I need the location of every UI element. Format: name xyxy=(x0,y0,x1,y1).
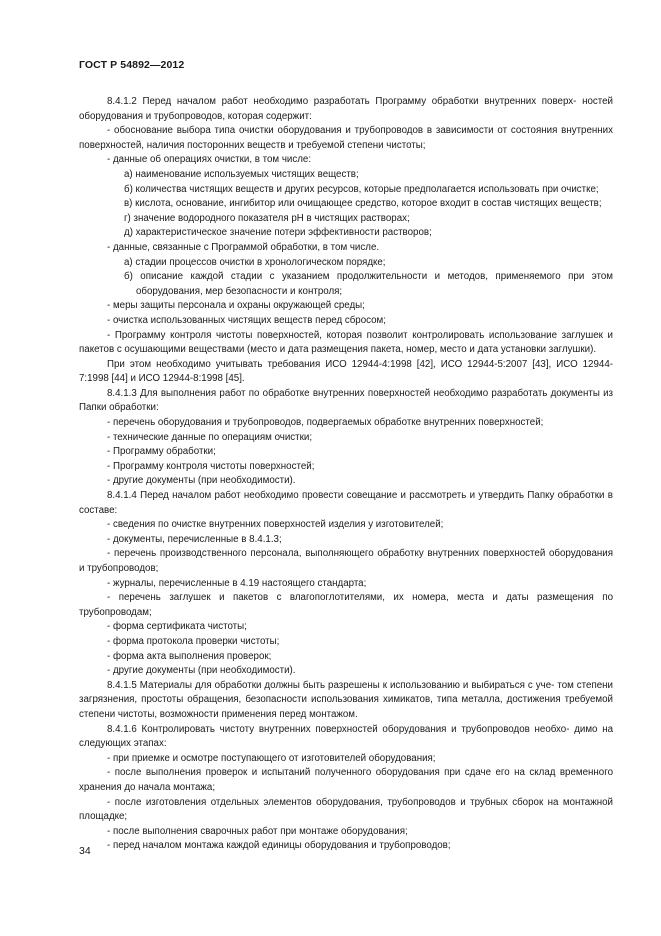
list-item: - форма сертификата чистоты; xyxy=(107,621,247,633)
list-item: - Программу контроля чистоты поверхностей; xyxy=(107,460,315,472)
list-item: - перечень оборудования и трубопроводов, подвергаемых обработке внутренних поверхностей; xyxy=(107,417,544,429)
paragraph: 8.4.1.6 Контролировать чистоту внутренних поверхностей оборудования и трубопроводов необхо- димо на следующих этапах: xyxy=(79,723,613,750)
list-item: - Программу обработки; xyxy=(107,446,216,458)
sub-list-item: д) характеристическое значение потери эффективности растворов; xyxy=(124,227,432,239)
document-body xyxy=(79,95,613,854)
list-item: - перед началом монтажа каждой единицы оборудования и трубопроводов; xyxy=(107,840,451,852)
list-item: - перечень производственного персонала, выполняющего обработку внутренних поверхностей оборудования и трубопроводов; xyxy=(79,548,613,574)
list-item: - данные, связанные с Программой обработки, в том числе. xyxy=(107,241,380,253)
list-item: - очистка использованных чистящих веществ перед сбросом; xyxy=(107,314,386,326)
paragraph: 8.4.1.2 Перед началом работ необходимо разработать Программу обработки внутренних поверх- ностей оборудования и трубопроводов, которая содержит: xyxy=(79,96,613,122)
list-item: - журналы, перечисленные в 4.19 настоящего стандарта; xyxy=(107,577,367,589)
list-item: - данные об операциях очистки, в том числе: xyxy=(107,154,312,166)
sub-list-item: г) значение водородного показателя рН в чистящих растворах; xyxy=(124,212,410,224)
sub-list-item: б) описание каждой стадии с указанием продолжительности и методов, применяемого при этом оборудования, мер безопасности и контроля; xyxy=(124,271,613,297)
list-item: - при приемке и осмотре поступающего от изготовителей оборудования; xyxy=(107,752,436,764)
list-item: - Программу контроля чистоты поверхностей, которая позволит контролировать использование заглушек и пакетов с осушающими веществами (место и дата размещения пакета, номер, место и дата установки заглушки). xyxy=(79,329,613,356)
sub-list-item: а) стадии процессов очистки в хронологическом порядке; xyxy=(124,256,386,268)
list-item: - технические данные по операциям очистки; xyxy=(107,431,313,443)
list-item: - меры защиты персонала и охраны окружающей среды; xyxy=(107,300,365,312)
list-item: - форма протокола проверки чистоты; xyxy=(107,635,280,647)
list-item: - обоснование выбора типа очистки оборудования и трубопроводов в зависимости от состояния внутренних поверхностей, наличия посторонних веществ и требуемой степени чистоты; xyxy=(79,125,613,151)
list-item: - другие документы (при необходимости). xyxy=(107,475,296,487)
sub-list-item: б) количества чистящих веществ и других ресурсов, которые предполагается использовать при очистке; xyxy=(124,183,599,195)
page-number: 34 xyxy=(79,845,91,857)
document-header: ГОСТ Р 54892—2012 xyxy=(79,59,185,71)
list-item: - форма акта выполнения проверок; xyxy=(107,650,272,662)
sub-list-item: в) кислота, основание, ингибитор или очищающее средство, которое входит в состав чистящих веществ; xyxy=(124,198,602,210)
paragraph: 8.4.1.5 Материалы для обработки должны быть разрешены к использованию и выбираться с уче- том степени загрязнения, простоты обращения, безопасности использования химикатов, типа металла, достижения требуемой степени чистоты, возможности применения перед монтажом. xyxy=(79,679,613,720)
list-item: - после изготовления отдельных элементов оборудования, трубопроводов и трубных сборок на монтажной площадке; xyxy=(79,796,613,823)
list-item: - другие документы (при необходимости). xyxy=(107,665,296,677)
list-item: - перечень заглушек и пакетов с влагопоглотителями, их номера, места и даты размещения по трубопроводам; xyxy=(79,592,613,618)
sub-list-item: а) наименование используемых чистящих веществ; xyxy=(124,168,359,180)
paragraph: При этом необходимо учитывать требования ИСО 12944-4:1998 [42], ИСО 12944-5:2007 [43], ИСО 12944-7:1998 [44] и ИСО 12944-8:1998 [45]. xyxy=(79,358,613,385)
list-item: - после выполнения сварочных работ при монтаже оборудования; xyxy=(107,825,408,837)
list-item: - после выполнения проверок и испытаний полученного оборудования при сдаче его на склад временного хранения до начала монтажа; xyxy=(79,767,613,793)
list-item: - сведения по очистке внутренних поверхностей изделия у изготовителей; xyxy=(107,519,444,531)
list-item: - документы, перечисленные в 8.4.1.3; xyxy=(107,533,282,545)
paragraph: 8.4.1.3 Для выполнения работ по обработке внутренних поверхностей необходимо разработать документы из Папки обработки: xyxy=(79,387,613,414)
paragraph: 8.4.1.4 Перед началом работ необходимо провести совещание и рассмотреть и утвердить Папку обработки в составе: xyxy=(79,490,613,516)
